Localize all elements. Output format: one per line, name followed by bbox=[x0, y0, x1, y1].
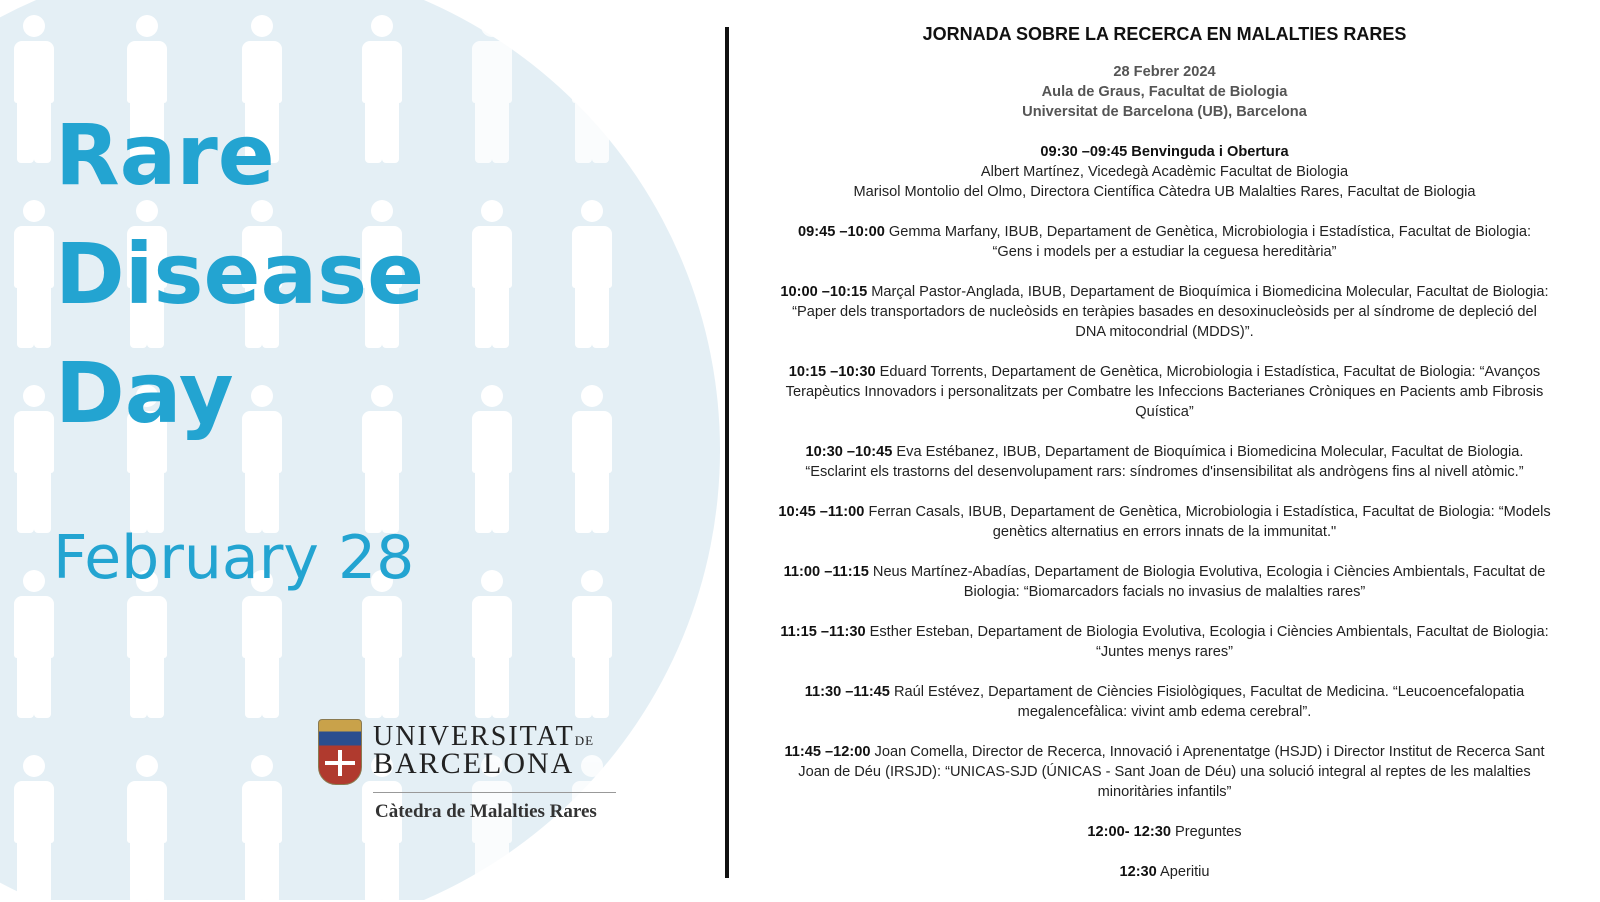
agenda-item-header bbox=[737, 362, 1592, 382]
vertical-divider bbox=[725, 27, 729, 878]
agenda-detail-line: “Esclarint els trastorns del desenvolupament rars: síndromes d'insensibilitat als andrògens fins al nivell atòmic.” bbox=[805, 464, 1524, 480]
agenda-detail-line: minoritàries infantils” bbox=[1097, 784, 1232, 800]
agenda-panel bbox=[737, 22, 1592, 902]
person-icon bbox=[470, 15, 514, 165]
person-icon bbox=[12, 200, 56, 350]
agenda-detail-line: genètics alternatius en errors innats de la immunitat." bbox=[992, 524, 1337, 540]
agenda-time: 10:15 –10:30 bbox=[788, 364, 876, 380]
agenda-item-header bbox=[737, 682, 1592, 702]
agenda-item-header bbox=[737, 502, 1592, 522]
agenda-detail-line: Terapèutics Innovadors i personalitzats per Combatre les Infeccions Bacterianes Cròniques en Pacients amb Fibrosis bbox=[785, 384, 1544, 400]
agenda-item-header bbox=[737, 742, 1592, 762]
agenda-place: Aula de Graus, Facultat de Biologia bbox=[1041, 84, 1288, 100]
agenda-detail-line: Joan de Déu (IRSJD): “UNICAS-SJD (ÚNICAS - Sant Joan de Déu) una solució integral al reptes de les malalties bbox=[798, 764, 1531, 780]
person-icon bbox=[570, 570, 614, 720]
agenda-speaker: Ferran Casals, IBUB, Departament de Genètica, Microbiologia i Estadística, Facultat de Biologia: “Models bbox=[864, 504, 1551, 520]
agenda-item bbox=[737, 442, 1592, 482]
logo-city-line: BARCELONA bbox=[373, 747, 575, 780]
agenda-item bbox=[737, 622, 1592, 662]
agenda-speaker: Eduard Torrents, Departament de Genètica, Microbiologia i Estadística, Facultat de Biologia: “Avanços bbox=[875, 364, 1541, 380]
agenda-list bbox=[737, 142, 1592, 882]
agenda-item bbox=[737, 142, 1592, 202]
agenda-time: 10:30 –10:45 bbox=[805, 444, 893, 460]
agenda-detail-line: Biologia: “Biomarcadors facials no invasius de malalties rares” bbox=[963, 584, 1366, 600]
agenda-item bbox=[737, 562, 1592, 602]
logo-divider bbox=[373, 792, 616, 793]
agenda-detail-line: “Juntes menys rares” bbox=[1095, 644, 1234, 660]
agenda-time: 10:00 –10:15 bbox=[780, 284, 868, 300]
agenda-item-header bbox=[737, 222, 1592, 242]
agenda-date: 28 Febrer 2024 bbox=[1113, 64, 1216, 80]
person-icon bbox=[570, 385, 614, 535]
agenda-detail-line: Albert Martínez, Vicedegà Acadèmic Facultat de Biologia bbox=[980, 164, 1349, 180]
agenda-item bbox=[737, 282, 1592, 342]
agenda-item bbox=[737, 502, 1592, 542]
agenda-item-header bbox=[737, 282, 1592, 302]
person-icon bbox=[12, 755, 56, 900]
logo-university-line: UNIVERSITATDE bbox=[373, 721, 595, 752]
logo-chair-line: Càtedra de Malalties Rares bbox=[375, 801, 597, 822]
agenda-speaker: Aperitiu bbox=[1156, 864, 1210, 880]
person-icon bbox=[240, 755, 284, 900]
agenda-detail-line: Quística” bbox=[1135, 404, 1194, 420]
agenda-time: 09:30 –09:45 Benvinguda i Obertura bbox=[1040, 144, 1289, 160]
person-icon bbox=[125, 755, 169, 900]
agenda-heading: JORNADA SOBRE LA RECERCA EN MALALTIES RARES bbox=[922, 24, 1407, 44]
person-icon bbox=[570, 200, 614, 350]
agenda-time: 09:45 –10:00 bbox=[797, 224, 885, 240]
agenda-time: 11:45 –12:00 bbox=[784, 744, 871, 760]
person-icon bbox=[470, 570, 514, 720]
agenda-speaker: Eva Estébanez, IBUB, Departament de Bioquímica i Biomedicina Molecular, Facultat de Biologia. bbox=[892, 444, 1524, 460]
person-icon bbox=[470, 200, 514, 350]
title-line-2: Disease bbox=[55, 225, 425, 323]
poster-date: February 28 bbox=[53, 523, 415, 593]
agenda-detail-line: DNA mitocondrial (MDDS)”. bbox=[1075, 324, 1254, 340]
person-icon bbox=[570, 15, 614, 165]
agenda-speaker: Raúl Estévez, Departament de Ciències Fisiològiques, Facultat de Medicina. “Leucoencefalopatia bbox=[889, 684, 1525, 700]
agenda-item-header bbox=[737, 822, 1592, 842]
agenda-detail-line: “Paper dels transportadors de nucleòsids en teràpies basades en desoxinucleòsids per al síndrome de depleció del bbox=[792, 304, 1537, 320]
agenda-item bbox=[737, 862, 1592, 882]
agenda-detail-line: “Gens i models per a estudiar la ceguesa hereditària” bbox=[992, 244, 1337, 260]
agenda-item-header bbox=[737, 142, 1592, 162]
agenda-time: 11:30 –11:45 bbox=[804, 684, 890, 700]
title-line-1: Rare bbox=[55, 106, 275, 204]
agenda-speaker: Neus Martínez-Abadías, Departament de Biologia Evolutiva, Ecologia i Ciències Ambientals, Facultat de bbox=[868, 564, 1546, 580]
agenda-venue bbox=[737, 62, 1592, 122]
agenda-institution: Universitat de Barcelona (UB), Barcelona bbox=[1022, 104, 1307, 120]
agenda-item-header bbox=[737, 442, 1592, 462]
agenda-item bbox=[737, 682, 1592, 722]
agenda-time: 11:15 –11:30 bbox=[780, 624, 866, 640]
agenda-item-header bbox=[737, 622, 1592, 642]
poster-title bbox=[55, 96, 424, 453]
poster-panel bbox=[0, 0, 725, 900]
agenda-time: 11:00 –11:15 bbox=[783, 564, 869, 580]
agenda-item-header bbox=[737, 562, 1592, 582]
agenda-item bbox=[737, 362, 1592, 422]
agenda-item bbox=[737, 822, 1592, 842]
title-line-3: Day bbox=[55, 344, 234, 442]
agenda-speaker: Marçal Pastor-Anglada, IBUB, Departament de Bioquímica i Biomedicina Molecular, Facultat de Biologia: bbox=[867, 284, 1549, 300]
agenda-speaker: Joan Comella, Director de Recerca, Innovació i Aprenentatge (HSJD) i Director Institut de Recerca Sant bbox=[870, 744, 1545, 760]
person-icon bbox=[12, 570, 56, 720]
agenda-detail-line: Marisol Montolio del Olmo, Directora Científica Càtedra UB Malalties Rares, Facultat de Biologia bbox=[853, 184, 1476, 200]
university-logo bbox=[318, 717, 618, 837]
person-icon bbox=[470, 385, 514, 535]
agenda-speaker: Preguntes bbox=[1170, 824, 1242, 840]
agenda-speaker: Esther Esteban, Departament de Biologia Evolutiva, Ecologia i Ciències Ambientals, Facultat de Biologia: bbox=[865, 624, 1549, 640]
agenda-time: 10:45 –11:00 bbox=[778, 504, 865, 520]
shield-icon bbox=[318, 719, 362, 785]
agenda-detail-line: megalencefàlica: vivint amb edema cerebral”. bbox=[1017, 704, 1312, 720]
agenda-time: 12:30 bbox=[1119, 864, 1157, 880]
person-icon bbox=[12, 15, 56, 165]
agenda-item-header bbox=[737, 862, 1592, 882]
person-icon bbox=[12, 385, 56, 535]
agenda-item bbox=[737, 222, 1592, 262]
agenda-item bbox=[737, 742, 1592, 802]
agenda-time: 12:00- 12:30 bbox=[1087, 824, 1171, 840]
agenda-speaker: Gemma Marfany, IBUB, Departament de Genètica, Microbiologia i Estadística, Facultat de Biologia: bbox=[884, 224, 1532, 240]
